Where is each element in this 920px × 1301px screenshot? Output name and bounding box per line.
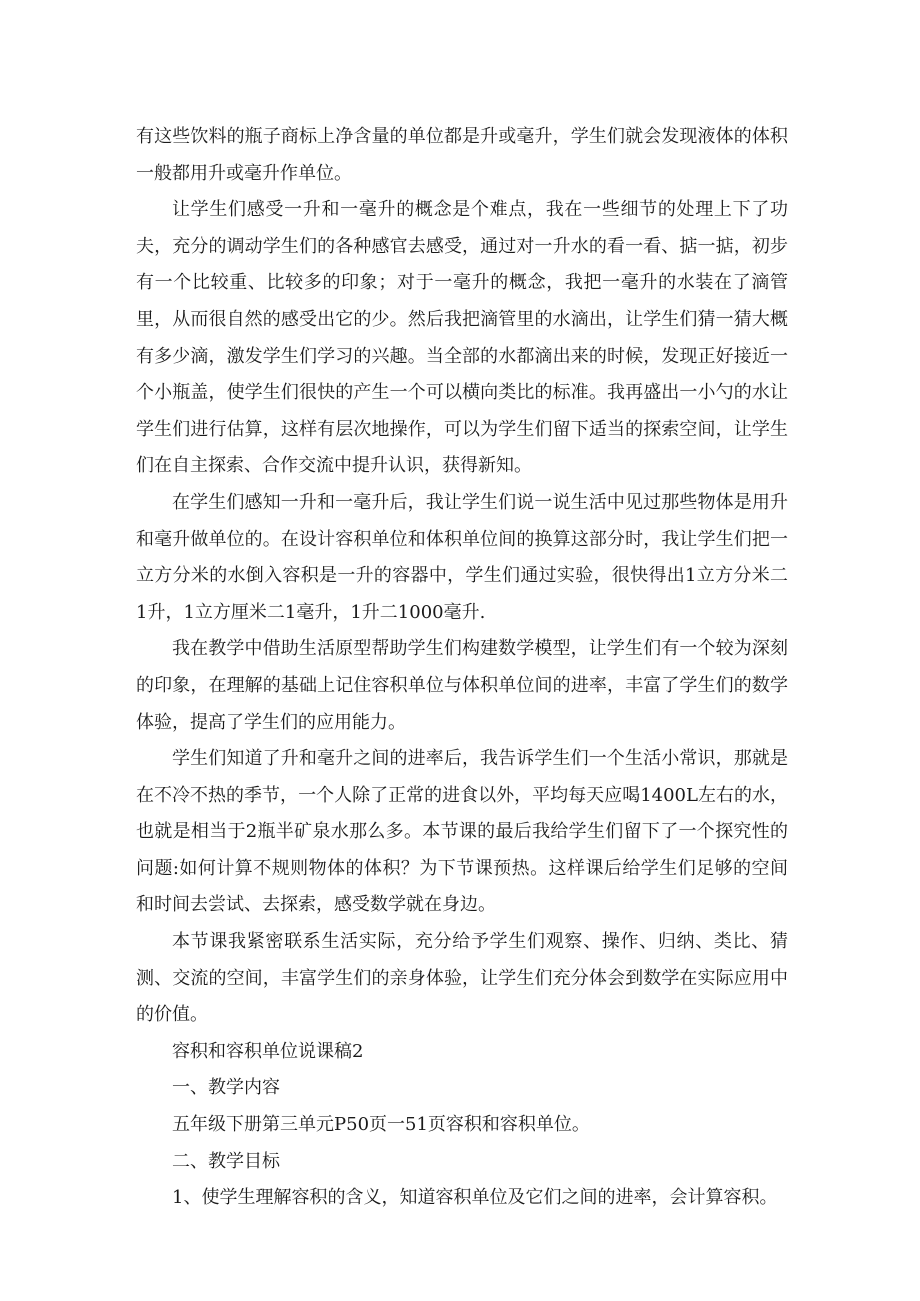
paragraph-liter-concept: 让学生们感受一升和一毫升的概念是个难点，我在一些细节的处理上下了功夫，充分的调动学生们的各种感官去感受，通过对一升水的看一看、掂一掂，初步有一个比较重、比较多的印象；对于一毫升的概念，我把一毫升的水装在了滴管里，从而很自然的感受出它的少。然后我把滴管里的水滴出，让学生们猜一猜大概有多少滴，激发学生们学习的兴趣。当全部的水都滴出来的时候，发现正好接近一个小瓶盖，使学生们很快的产生一个可以横向类比的标准。我再盛出一小勺的水让学生们进行估算，这样有层次地操作，可以为学生们留下适当的探索空间，让学生们在自主探索、合作交流中提升认识，获得新知。: [136, 199, 788, 477]
paragraph-life-knowledge: 学生们知道了升和毫升之间的进率后，我告诉学生们一个生活小常识，那就是在不冷不热的季节，一个人除了正常的进食以外，平均每天应喝1400L左右的水，也就是相当于2瓶半矿泉水那么多。本节课的最后我给学生们留下了一个探究性的问题:如何计算不规则物体的体积？为下节课预热。这样课后给学生们足够的空间和时间去尝试、去探索，感受数学就在身边。: [136, 748, 788, 916]
paragraph-math-model: 我在教学中借助生活原型帮助学生们构建数学模型，让学生们有一个较为深刻的印象，在理解的基础上记住容积单位与体积单位间的进率，丰富了学生们的数学体验，提高了学生们的应用能力。: [136, 638, 788, 733]
paragraph-unit-conversion: 在学生们感知一升和一毫升后，我让学生们说一说生活中见过那些物体是用升和毫升做单位的。在设计容积单位和体积单位间的换算这部分时，我让学生们把一立方分米的水倒入容积是一升的容器中，学生们通过实验，很快得出1立方分米二1升，1立方厘米二1毫升，1升二1000毫升.: [136, 491, 788, 623]
paragraph-continued: 有这些饮料的瓶子商标上净含量的单位都是升或毫升，学生们就会发现液体的体积一般都用升或毫升作单位。: [136, 126, 788, 184]
heading-teaching-goals: 二、教学目标: [172, 1150, 280, 1172]
paragraph-goal-1: 1、使学生理解容积的含义，知道容积单位及它们之间的进率，会计算容积。: [172, 1187, 778, 1209]
heading-teaching-content: 一、教学内容: [172, 1077, 280, 1099]
paragraph-teaching-content: 五年级下册第三单元P50页一51页容积和容积单位。: [172, 1114, 590, 1136]
section-title: 容积和容积单位说课稿2: [172, 1040, 364, 1062]
paragraph-summary: 本节课我紧密联系生活实际，充分给予学生们观察、操作、归纳、类比、猜测、交流的空间，丰富学生们的亲身体验，让学生们充分体会到数学在实际应用中的价值。: [136, 931, 788, 1026]
